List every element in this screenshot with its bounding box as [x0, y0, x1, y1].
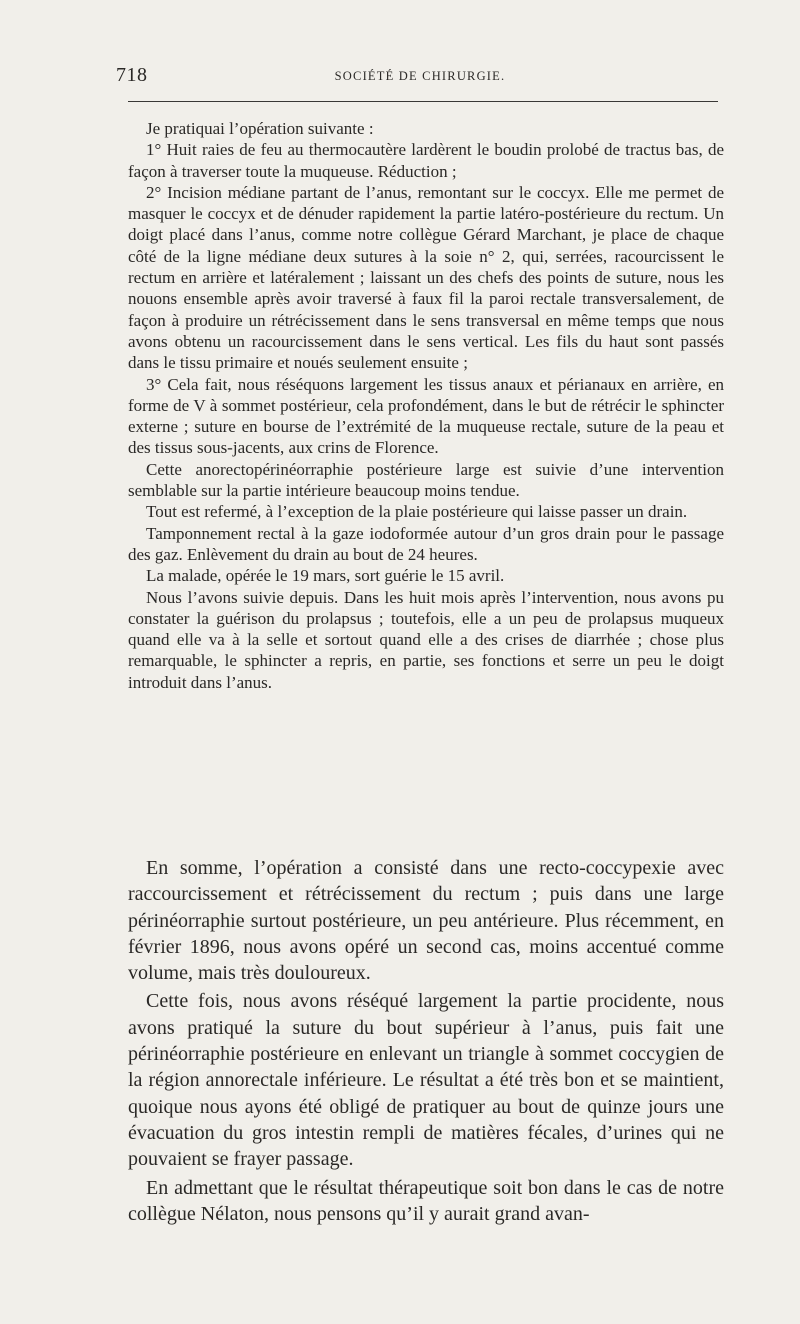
paragraph: La malade, opérée le 19 mars, sort guérie le 15 avril.	[146, 566, 505, 586]
paragraph: En admettant que le résultat thérapeutique soit bon dans le cas de notre collègue Nélaton, nous pensons qu’il y aurait grand avan-	[128, 1176, 724, 1225]
paragraph: Je pratiquai l’opération suivante :	[146, 119, 374, 138]
paragraph: Cette anorectopérinéorraphie postérieure large est suivie d’une intervention semblable sur la partie intérieure beaucoup moins tendue.	[128, 459, 724, 501]
paragraph: Tout est refermé, à l’exception de la plaie postérieure qui laisse passer un drain.	[146, 502, 688, 522]
paragraph: Nous l’avons suivie depuis. Dans les huit mois après l’intervention, nous avons pu constater la guérison du prolapsus ; toutefois, elle a un peu de prolapsus muqueux quand elle va à la selle et sortout quand elle a des crises de diarrhée ; chose plus remarquable, le sphincter a repris, en partie, ses fonctions et serre un peu le doigt introduit dans l’anus.	[128, 587, 724, 692]
paragraph: Tamponnement rectal à la gaze iodoformée autour d’un gros drain pour le passage des gaz. Enlèvement du drain au bout de 24 heures.	[128, 523, 724, 564]
page-number: 718	[116, 64, 148, 86]
paragraph: 2° Incision médiane partant de l’anus, remontant sur le coccyx. Elle me permet de masquer le coccyx et de dénuder rapidement la partie latéro-postérieure du rectum. Un doigt placé dans l’anus, comme notre collègue Gérard Marchant, je place de chaque côté de la ligne médiane deux sutures à la soie n° 2, qui, serrées, racourcissent le rectum en arrière et latéralement ; laissant un des chefs des points de suture, nous les nouons ensemble après avoir traversé à faux fil la paroi rectale transversalement, de façon à produire un rétrécissement dans le sens transversal en même temps que nous avons obtenu un racourcissement dans le sens vertical. Les fils du haut sont passés dans le tissu primaire et noués seulement ensuite ;	[128, 182, 724, 373]
paragraph: 3° Cela fait, nous réséquons largement les tissus anaux et périanaux en arrière, en forme de V à sommet postérieur, cela profondément, dans le but de rétrécir le sphincter externe ; suture en bourse de l’extrémité de la muqueuse rectale, suture de la peau et des tissus sous-jacents, aux crins de Florence.	[128, 374, 724, 458]
header-rule	[128, 101, 718, 102]
paragraph: Cette fois, nous avons réséqué largement la partie procidente, nous avons pratiqué la suture du bout supérieur à l’anus, puis fait une périnéorraphie postérieure en enlevant un triangle à sommet coccygien de la région annorectale inférieure. Le résultat a été très bon et se maintient, quoique nous ayons été obligé de pratiquer au bout de quinze jours une évacuation du gros intestin rempli de matières fécales, d’urines qui ne pouvaient se frayer passage.	[128, 990, 724, 1171]
main-text-section	[128, 855, 724, 1227]
small-print-section	[128, 118, 724, 693]
paragraph: En somme, l’opération a consisté dans une recto-coccypexie avec raccourcissement et rétrécissement du rectum ; puis dans une large périnéorraphie surtout postérieure, un peu antérieure. Plus récemment, en février 1896, nous avons opéré un second cas, moins accentué comme volume, mais très douloureux.	[128, 857, 724, 985]
running-title: SOCIÉTÉ DE CHIRURGIE.	[334, 69, 506, 83]
paragraph: 1° Huit raies de feu au thermocautère lardèrent le boudin prolobé de tractus bas, de façon à traverser toute la muqueuse. Réduction ;	[128, 140, 724, 181]
